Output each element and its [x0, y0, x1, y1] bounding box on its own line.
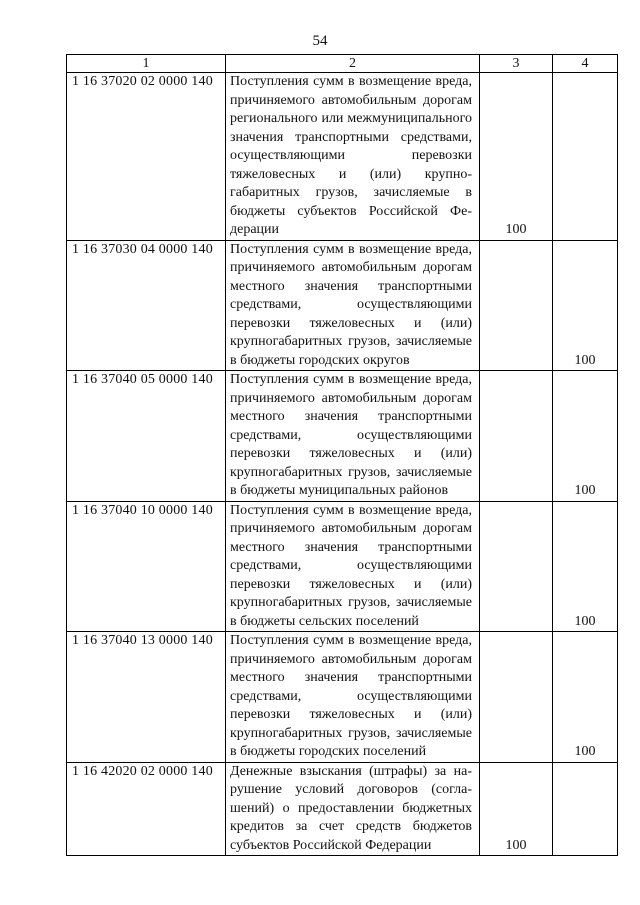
column-4-value: 100 [574, 483, 596, 498]
table-row [67, 501, 618, 632]
column-3-value: 100 [505, 837, 527, 853]
column-4-value-cell [553, 240, 618, 371]
column-header-4: 4 [553, 55, 618, 73]
table-row [67, 371, 618, 502]
column-4-value: 100 [574, 744, 596, 759]
revenue-name-cell: Поступления сумм в возмещение вреда, причиняемого автомобильным дорогам местного значения транспортными средствами, осуществляющими перевозки тяжеловесных и (или) крупногабаритных грузов, зачисляемые в бюджеты муниципальных районов [226, 371, 480, 502]
table-row [67, 632, 618, 763]
budget-code-cell: 1 16 37030 04 0000 140 [67, 240, 226, 371]
column-3-value-cell [480, 501, 553, 632]
column-header-2: 2 [226, 55, 480, 73]
budget-classification-table [66, 54, 618, 856]
table-row [67, 73, 618, 241]
budget-code-cell: 1 16 37040 10 0000 140 [67, 501, 226, 632]
column-3-value-cell [480, 240, 553, 371]
column-3-value-cell [480, 73, 553, 241]
column-4-value-cell [553, 632, 618, 763]
budget-code-cell: 1 16 37020 02 0000 140 [67, 73, 226, 241]
column-4-value-cell [553, 73, 618, 241]
table-row [67, 762, 618, 856]
budget-code-cell: 1 16 37040 13 0000 140 [67, 632, 226, 763]
column-4-value: 100 [574, 613, 596, 629]
column-4-value: 100 [574, 352, 596, 368]
table-row [67, 240, 618, 371]
revenue-name-cell: Поступления сумм в возмещение вреда, причиняемого автомобильным дорогам местного значения транспортными средствами, осуществляющими перевозки тяжеловесных и (или) крупногабаритных грузов, зачисляемые в бюджеты сельских поселений [226, 501, 480, 632]
page-number: 54 [312, 33, 328, 49]
revenue-name-cell: Поступления сумм в возмещение вреда, причиняемого автомобильным дорогам регионального или межмуниципального значения транспортными средствами, осуществляющими перевозки тяжеловесных и (или) крупногабаритных грузов, зачисляемые в бюджеты субъектов Российской Федерации [226, 73, 480, 241]
column-3-value: 100 [505, 222, 527, 237]
column-3-value-cell [480, 632, 553, 763]
budget-code-cell: 1 16 37040 05 0000 140 [67, 371, 226, 502]
revenue-name-cell: Поступления сумм в возмещение вреда, причиняемого автомобильным дорогам местного значения транспортными средствами, осуществляющими перевозки тяжеловесных и (или) крупногабаритных грузов, зачисляемые в бюджеты городских округов [226, 240, 480, 371]
column-3-value-cell [480, 371, 553, 502]
revenue-name-cell: Поступления сумм в возмещение вреда, причиняемого автомобильным дорогам местного значения транспортными средствами, осуществляющими перевозки тяжеловесных и (или) крупногабаритных грузов, зачисляемые в бюджеты городских поселений [226, 632, 480, 763]
column-4-value-cell [553, 371, 618, 502]
table-header-row [67, 55, 618, 73]
column-header-3: 3 [480, 55, 553, 73]
column-4-value-cell [553, 501, 618, 632]
revenue-name-cell: Денежные взыскания (штрафы) за нарушение условий договоров (соглашений) о предоставлении бюджетных кредитов за счет средств бюджетов субъектов Российской Федерации [226, 762, 480, 856]
budget-code-cell: 1 16 42020 02 0000 140 [67, 762, 226, 856]
column-header-1: 1 [67, 55, 226, 73]
column-3-value-cell [480, 762, 553, 856]
column-4-value-cell [553, 762, 618, 856]
